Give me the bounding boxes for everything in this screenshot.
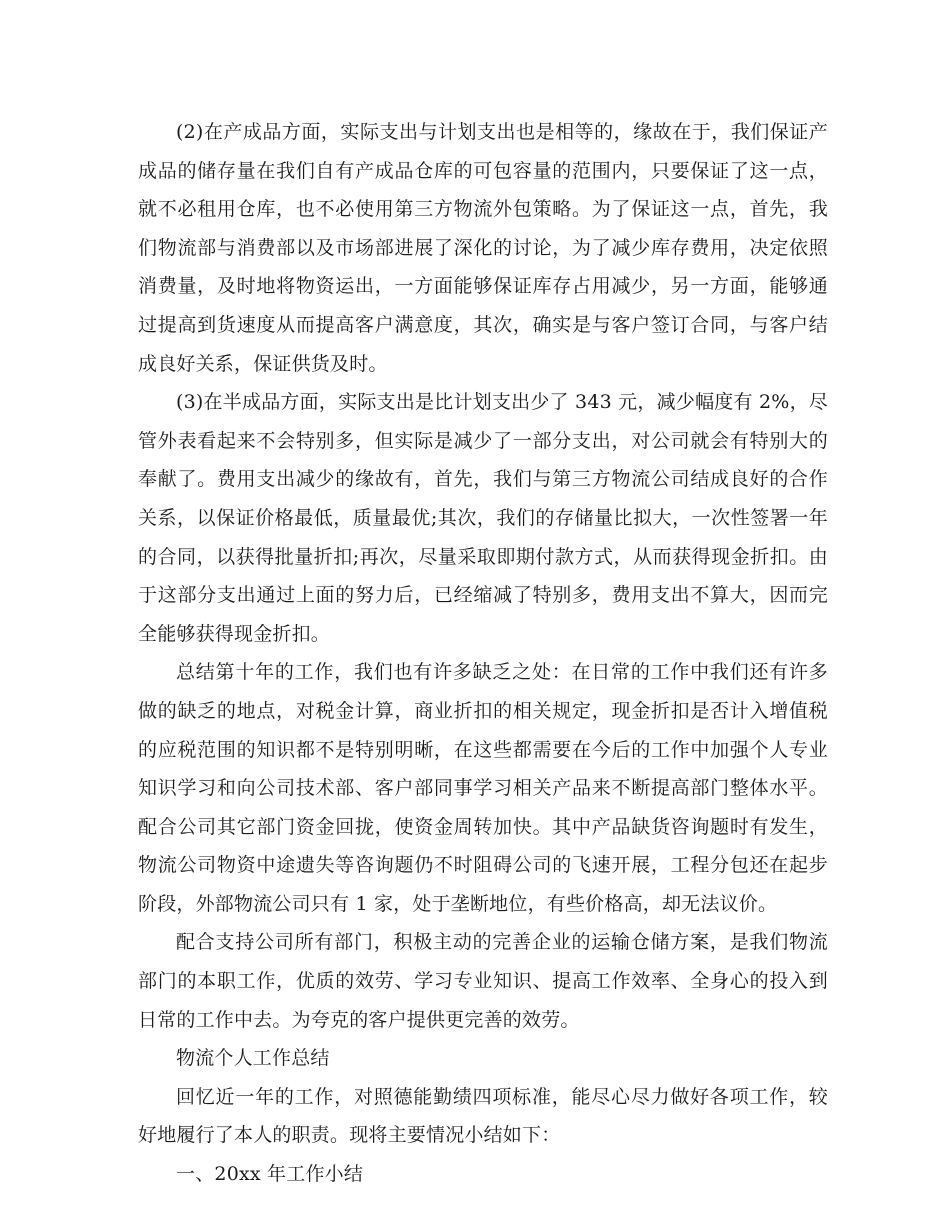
paragraph-review: 回忆近一年的工作，对照德能勤绩四项标准，能尽心尽力做好各项工作，较好地履行了本人的职责。现将主要情况小结如下： bbox=[138, 1085, 828, 1147]
paragraph-semi-finished-goods: (3)在半成品方面，实际支出是比计划支出少了 343 元，减少幅度有 2%，尽管外表看起来不会特别多，但实际是减少了一部分支出，对公司就会有特别大的奉献了。费用支出减少的缘故有，首先，我们与第三方物流公司结成良好的合作关系，以保证价格最低，质量最优;其次，我们的存储量比拟大，一次性签署一年的合同，以获得批量折扣;再次，尽量采取即期付款方式，从而获得现金折扣。由于这部分支出通过上面的努力后，已经缩减了特别多，费用支出不算大，因而完全能够获得现金折扣。 bbox=[138, 391, 828, 645]
paragraph-shortcomings: 总结第十年的工作，我们也有许多缺乏之处：在日常的工作中我们还有许多做的缺乏的地点，对税金计算，商业折扣的相关规定，现金折扣是否计入增值税的应税范围的知识都不是特别明晰，在这些都需要在今后的工作中加强个人专业知识学习和向公司技术部、客户部同事学习相关产品来不断提高部门整体水平。配合公司其它部门资金回拢，使资金周转加快。其中产品缺货咨询题时有发生，物流公司物资中途遗失等咨询题仍不时阻碍公司的飞速开展，工程分包还在起步阶段，外部物流公司只有 1 家，处于垄断地位，有些价格高，却无法议价。 bbox=[138, 661, 828, 915]
paragraph-cooperation: 配合支持公司所有部门，积极主动的完善企业的运输仓储方案，是我们物流部门的本职工作，优质的效劳、学习专业知识、提高工作效率、全身心的投入到日常的工作中去。为夸克的客户提供更完善的效劳。 bbox=[138, 931, 828, 1031]
section-title: 物流个人工作总结 bbox=[176, 1047, 330, 1070]
document-body bbox=[138, 113, 828, 1194]
paragraph-finished-goods: (2)在产成品方面，实际支出与计划支出也是相等的，缘故在于，我们保证产成品的储存量在我们自有产成品仓库的可包容量的范围内，只要保证了这一点，就不必租用仓库，也不必使用第三方物流外包策略。为了保证这一点，首先，我们物流部与消费部以及市场部进展了深化的讨论，为了减少库存费用，决定依照消费量，及时地将物资运出，一方面能够保证库存占用减少，另一方面，能够通过提高到货速度从而提高客户满意度，其次，确实是与客户签订合同，与客户结成良好关系，保证供货及时。 bbox=[138, 121, 828, 375]
section-heading-summary: 一、20xx 年工作小结 bbox=[176, 1163, 364, 1186]
